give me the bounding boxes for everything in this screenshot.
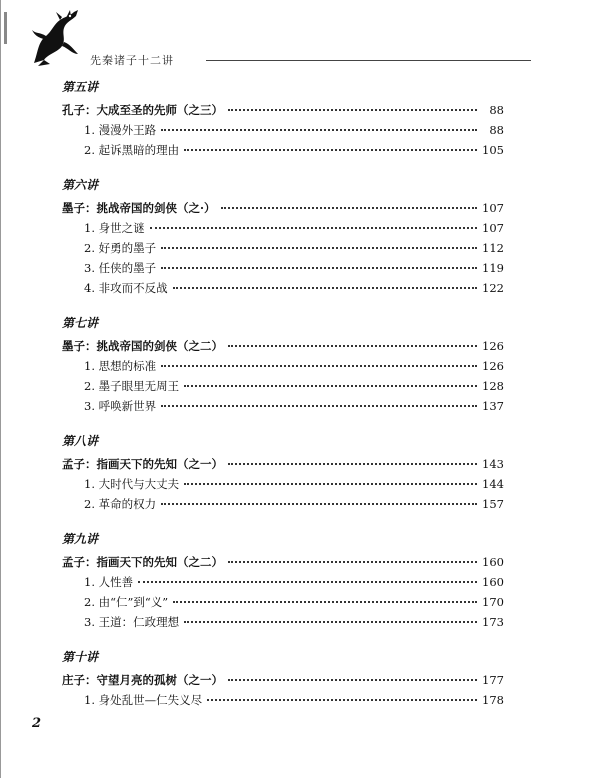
dot-leader [161,129,477,131]
toc-subsection-entry[interactable] [62,120,504,140]
toc-subsection-entry[interactable] [62,396,504,416]
toc-subsection-entry[interactable] [62,356,504,376]
dot-leader [173,287,477,289]
entry-page-number: 137 [482,399,504,413]
entry-title: 2. 起诉黑暗的理由 [84,143,180,157]
toc-section [62,314,504,416]
entry-page-number: 107 [482,221,504,235]
page-header [26,8,531,68]
entry-page-number: 107 [482,201,504,215]
dot-leader [207,699,477,701]
dot-leader [228,345,477,347]
entry-page-number: 160 [482,555,504,569]
dot-leader [161,365,477,367]
dot-leader [161,405,477,407]
entry-title: 孔子：大成至圣的先师（之三） [62,103,223,117]
entry-page-number: 112 [482,241,504,255]
entry-page-number: 144 [482,477,504,491]
toc-subsection-entry[interactable] [62,474,504,494]
toc-subsection-entry[interactable] [62,218,504,238]
dot-leader [161,247,477,249]
dot-leader [138,581,477,583]
lecture-heading: 第十讲 [62,650,99,664]
dot-leader [228,679,477,681]
dot-leader [161,503,477,505]
entry-title: 2. 革命的权力 [84,497,157,511]
entry-title: 4. 非攻而不反战 [84,281,168,295]
entry-title: 3. 任侠的墨子 [84,261,157,275]
entry-title: 墨子：挑战帝国的剑侠（之二） [62,339,223,353]
toc-section [62,78,504,160]
toc-chapter-entry[interactable] [62,454,504,474]
entry-page-number: 160 [482,575,504,589]
entry-page-number: 105 [482,143,504,157]
entry-title: 3. 呼唤新世界 [84,399,157,413]
entry-page-number: 177 [482,673,504,687]
dot-leader [161,267,477,269]
dot-leader [184,385,477,387]
toc-subsection-entry[interactable] [62,258,504,278]
entry-title: 1. 漫漫外王路 [84,123,157,137]
page-edge-line [0,0,1,778]
entry-page-number: 173 [482,615,504,629]
book-title: 先秦诸子十二讲 [90,54,174,67]
entry-title: 1. 大时代与大丈夫 [84,477,180,491]
entry-title: 1. 人性善 [84,575,134,589]
entry-page-number: 157 [482,497,504,511]
table-of-contents [62,78,504,726]
toc-subsection-entry[interactable] [62,278,504,298]
dot-leader [221,207,477,209]
entry-title: 2. 好勇的墨子 [84,241,157,255]
entry-title: 3. 王道：仁政理想 [84,615,180,629]
dot-leader [184,483,477,485]
toc-subsection-entry[interactable] [62,238,504,258]
entry-title: 1. 思想的标准 [84,359,157,373]
toc-subsection-entry[interactable] [62,572,504,592]
entry-title: 庄子：守望月亮的孤树（之一） [62,673,223,687]
dot-leader [228,109,477,111]
toc-section [62,176,504,298]
entry-page-number: 119 [482,261,504,275]
entry-title: 2. 由“仁”到“义” [84,595,169,609]
entry-title: 1. 身处乱世—仁失义尽 [84,693,203,707]
entry-page-number: 126 [482,339,504,353]
entry-page-number: 88 [489,103,504,117]
entry-page-number: 126 [482,359,504,373]
header-rule [206,60,531,61]
toc-chapter-entry[interactable] [62,100,504,120]
dragon-logo-icon [26,8,86,68]
entry-title: 孟子：指画天下的先知（之一） [62,457,223,471]
entry-title: 孟子：指画天下的先知（之二） [62,555,223,569]
toc-chapter-entry[interactable] [62,552,504,572]
toc-section [62,648,504,710]
entry-page-number: 170 [482,595,504,609]
toc-chapter-entry[interactable] [62,336,504,356]
toc-subsection-entry[interactable] [62,592,504,612]
entry-title: 墨子：挑战帝国的剑侠（之·） [62,201,216,215]
lecture-heading: 第七讲 [62,316,99,330]
entry-page-number: 88 [489,123,504,137]
entry-page-number: 122 [482,281,504,295]
entry-page-number: 143 [482,457,504,471]
toc-subsection-entry[interactable] [62,690,504,710]
entry-title: 1. 身世之谜 [84,221,145,235]
dot-leader [184,149,477,151]
toc-chapter-entry[interactable] [62,670,504,690]
toc-subsection-entry[interactable] [62,494,504,514]
lecture-heading: 第六讲 [62,178,99,192]
toc-section [62,432,504,514]
dot-leader [228,463,477,465]
dot-leader [228,561,477,563]
entry-title: 2. 墨子眼里无周王 [84,379,180,393]
toc-subsection-entry[interactable] [62,376,504,396]
lecture-heading: 第八讲 [62,434,99,448]
dot-leader [184,621,477,623]
dot-leader [173,601,477,603]
entry-page-number: 178 [482,693,504,707]
entry-page-number: 128 [482,379,504,393]
scan-edge-mark [4,12,7,44]
toc-section [62,530,504,632]
page-number: 2 [32,716,42,731]
lecture-heading: 第九讲 [62,532,99,546]
toc-subsection-entry[interactable] [62,612,504,632]
toc-chapter-entry[interactable] [62,198,504,218]
lecture-heading: 第五讲 [62,80,99,94]
dot-leader [150,227,477,229]
toc-subsection-entry[interactable] [62,140,504,160]
